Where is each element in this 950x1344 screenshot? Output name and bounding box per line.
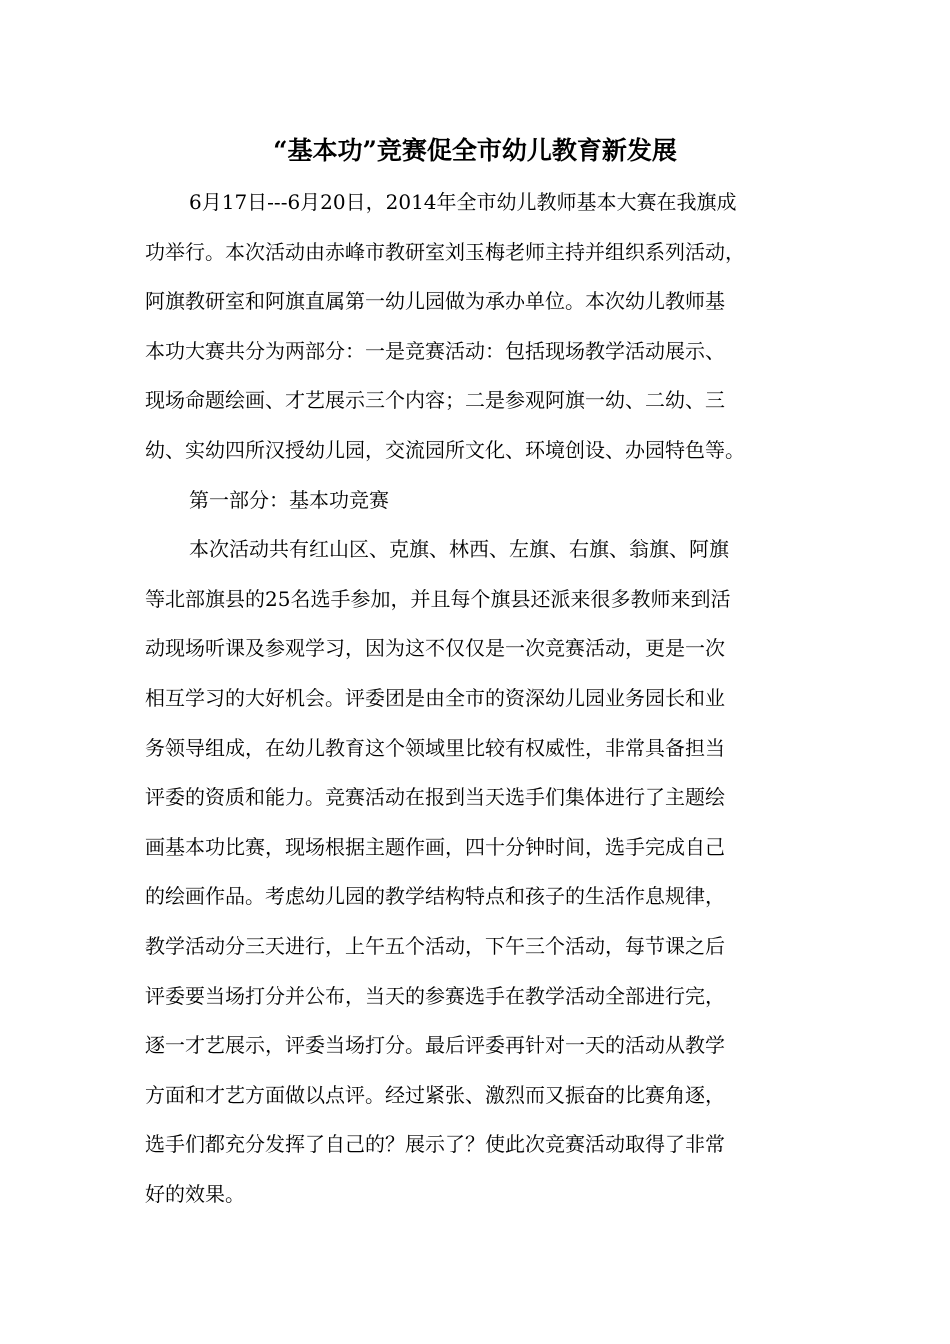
section-heading: 第一部分：基本功竞赛 bbox=[189, 487, 389, 512]
text-line: 本次活动共有红山区、克旗、林西、左旗、右旗、翁旗、阿旗 bbox=[189, 537, 729, 562]
text-line: 评委要当场打分并公布，当天的参赛选手在教学活动全部进行完， bbox=[145, 983, 725, 1008]
text-line: 6月17日---6月20日，2014年全市幼儿教师基本大赛在我旗成 bbox=[189, 190, 737, 214]
text-line: 方面和才艺方面做以点评。经过紧张、激烈而又振奋的比赛角逐， bbox=[145, 1082, 725, 1107]
text-line: 功举行。本次活动由赤峰市教研室刘玉梅老师主持并组织系列活动， bbox=[145, 239, 745, 264]
text-line: 选手们都充分发挥了自己的？展示了？使此次竞赛活动取得了非常 bbox=[145, 1132, 725, 1157]
text-line: 教学活动分三天进行，上午五个活动，下午三个活动，每节课之后 bbox=[145, 933, 725, 958]
text-line: 评委的资质和能力。竞赛活动在报到当天选手们集体进行了主题绘 bbox=[145, 785, 725, 810]
text-line: 务领导组成，在幼儿教育这个领域里比较有权威性，非常具备担当 bbox=[145, 735, 725, 760]
document-body bbox=[145, 178, 825, 1219]
text-line: 画基本功比赛，现场根据主题作画，四十分钟时间，选手完成自己 bbox=[145, 834, 725, 859]
text-line: 阿旗教研室和阿旗直属第一幼儿园做为承办单位。本次幼儿教师基 bbox=[145, 289, 725, 314]
text-line: 动现场听课及参观学习，因为这不仅仅是一次竞赛活动，更是一次 bbox=[145, 636, 725, 661]
text-line: 幼、实幼四所汉授幼儿园，交流园所文化、环境创设、办园特色等。 bbox=[145, 437, 745, 462]
text-line: 逐一才艺展示，评委当场打分。最后评委再针对一天的活动从教学 bbox=[145, 1033, 725, 1058]
text-line: 的绘画作品。考虑幼儿园的教学结构特点和孩子的生活作息规律， bbox=[145, 884, 725, 909]
text-line: 相互学习的大好机会。评委团是由全市的资深幼儿园业务园长和业 bbox=[145, 685, 725, 710]
text-line: 现场命题绘画、才艺展示三个内容；二是参观阿旗一幼、二幼、三 bbox=[145, 388, 725, 413]
text-line: 等北部旗县的25名选手参加，并且每个旗县还派来很多教师来到活 bbox=[145, 586, 731, 611]
document-title: “基本功”竞赛促全市幼儿教育新发展 bbox=[273, 136, 677, 165]
text-line: 本功大赛共分为两部分：一是竞赛活动：包括现场教学活动展示、 bbox=[145, 338, 725, 363]
text-line: 好的效果。 bbox=[145, 1181, 245, 1206]
